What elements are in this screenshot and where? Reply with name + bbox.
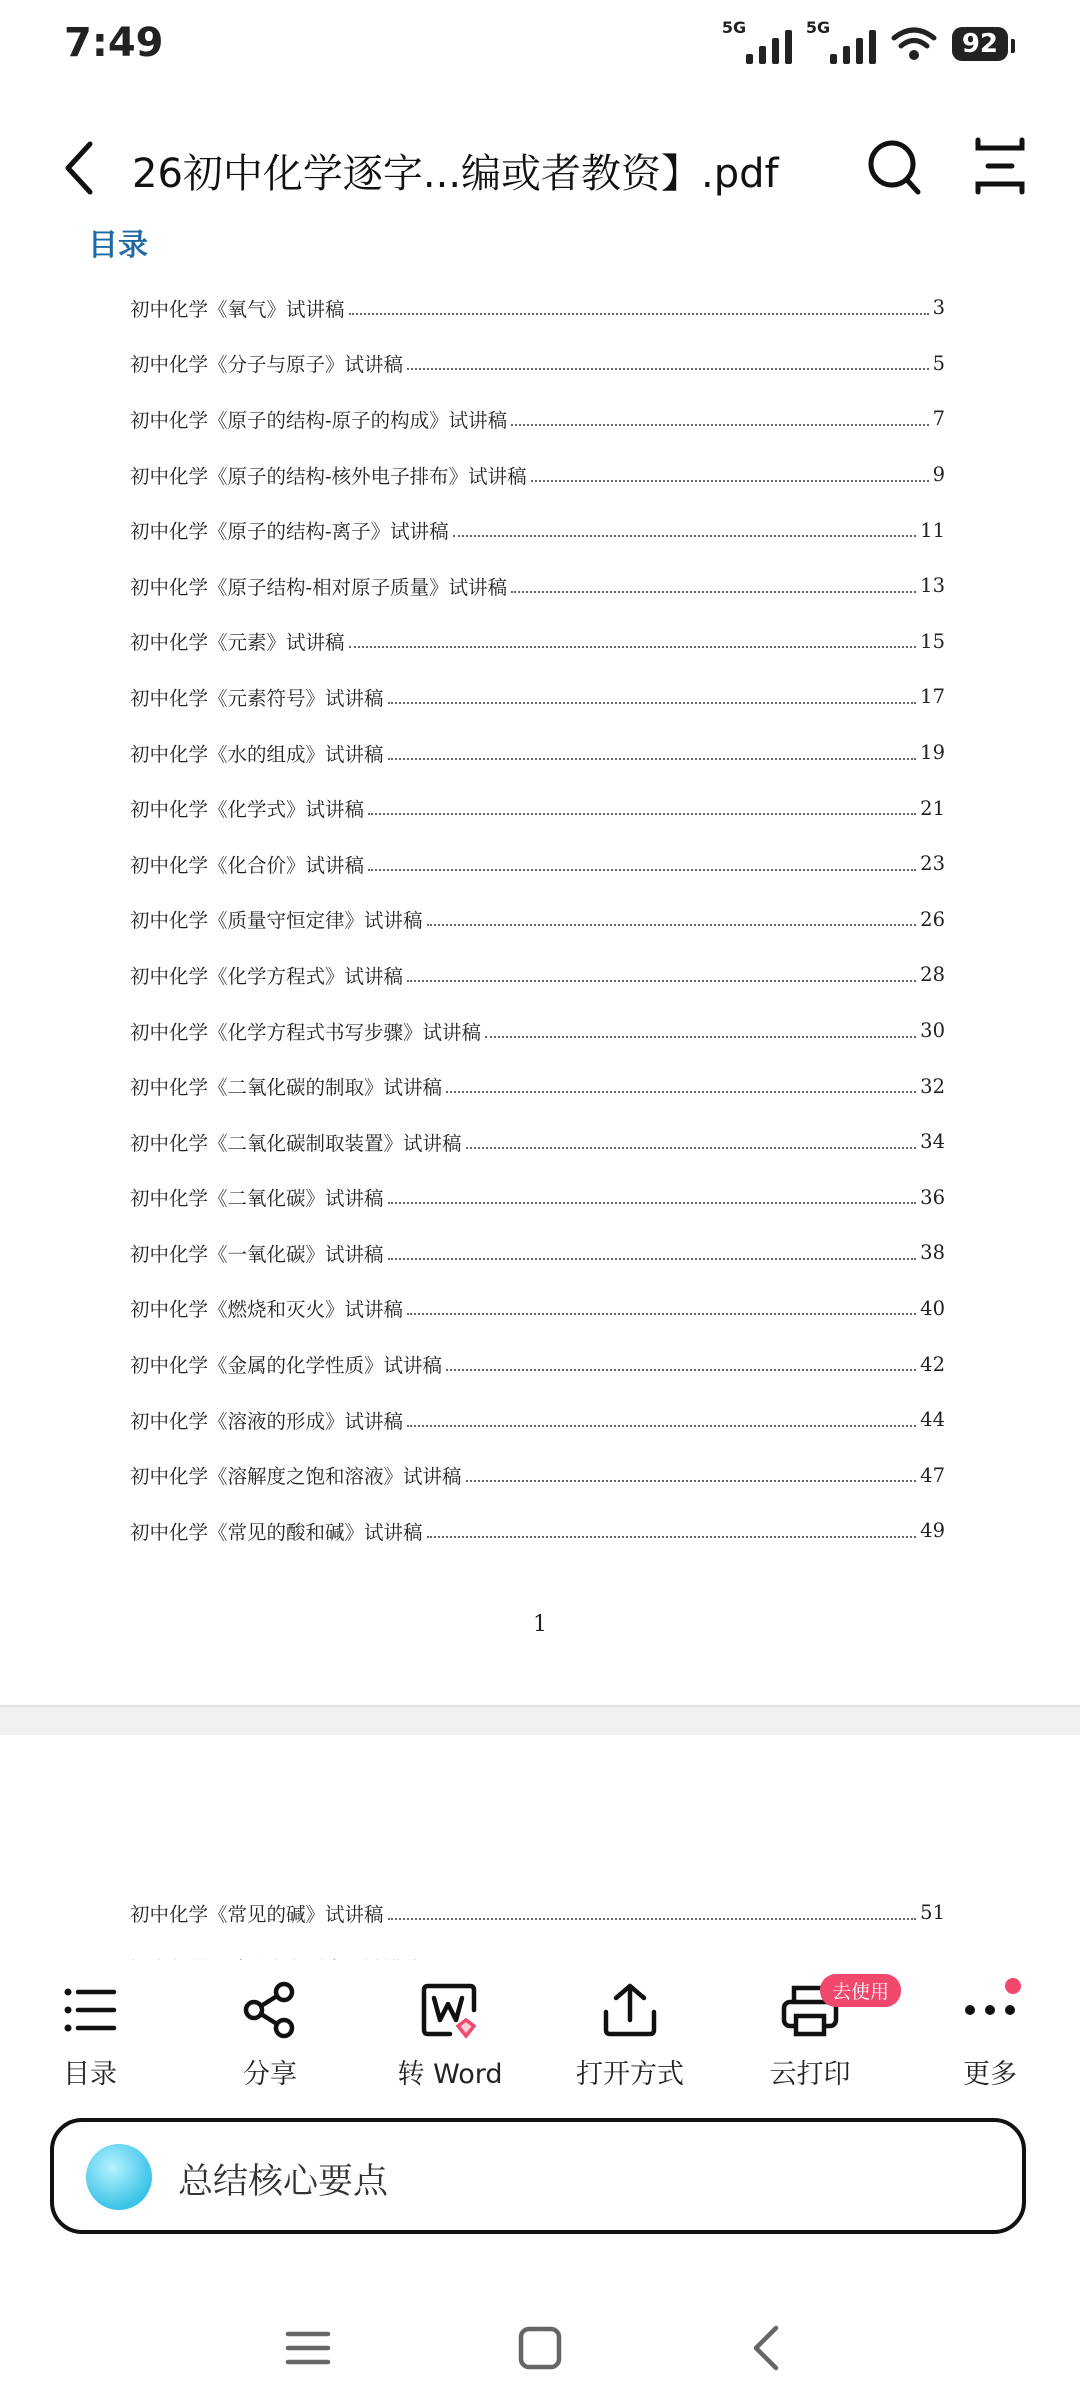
toc-entry[interactable] xyxy=(130,280,945,336)
toc-button[interactable] xyxy=(0,1960,180,2090)
toc-leader-dots xyxy=(407,368,929,370)
toc-leader-dots xyxy=(427,924,917,926)
toc-entry[interactable] xyxy=(130,1003,945,1059)
toc-entry-title: 初中化学《水的组成》试讲稿 xyxy=(130,742,384,766)
home-icon[interactable] xyxy=(512,2320,568,2376)
toc-entry-title: 初中化学《溶液的形成》试讲稿 xyxy=(130,1409,404,1433)
toc-entry-title: 初中化学《原子的结构-核外电子排布》试讲稿 xyxy=(130,464,527,488)
toc-entry-title: 初中化学《二氧化碳的制取》试讲稿 xyxy=(130,1076,443,1100)
list-icon xyxy=(60,1980,120,2040)
toc-leader-dots xyxy=(511,591,916,593)
open-with-label: 打开方式 xyxy=(576,2059,684,2090)
share-icon xyxy=(240,1980,300,2040)
toc-entry-title: 初中化学《原子的结构-原子的构成》试讲稿 xyxy=(130,408,508,432)
ai-assistant-avatar xyxy=(86,2144,152,2210)
toc-entry[interactable] xyxy=(130,1336,945,1392)
back-arrow-icon[interactable] xyxy=(56,138,106,198)
toc-entry-title: 初中化学《一氧化碳》试讲稿 xyxy=(130,1242,384,1266)
toc-entry[interactable] xyxy=(130,1225,945,1281)
toc-leader-dots xyxy=(446,1091,916,1093)
toc-entry[interactable] xyxy=(130,1114,945,1170)
toc-entry-page: 40 xyxy=(920,1296,945,1320)
toc-entry-title: 初中化学《化学方程式》试讲稿 xyxy=(130,964,404,988)
toc-leader-dots xyxy=(388,1202,917,1204)
toc-leader-dots xyxy=(453,535,917,537)
toc-entry-page: 42 xyxy=(920,1352,945,1376)
signal-icon xyxy=(721,18,792,64)
toc-leader-dots xyxy=(466,1147,917,1149)
toc-entry-page: 32 xyxy=(920,1074,945,1098)
toc-entry[interactable] xyxy=(130,1503,945,1559)
ai-summary-input[interactable] xyxy=(50,2118,1026,2234)
toc-entry[interactable] xyxy=(130,780,945,836)
toc-entry-title: 初中化学《二氧化碳制取装置》试讲稿 xyxy=(130,1131,462,1155)
pdf-page-1[interactable] xyxy=(0,210,1080,1705)
pdf-page-2[interactable] xyxy=(0,1735,1080,1965)
toc-entry-page: 13 xyxy=(920,574,945,598)
toc-entry-title: 初中化学《溶解度之饱和溶液》试讲稿 xyxy=(130,1465,462,1489)
toc-entry[interactable] xyxy=(130,1281,945,1337)
toc-leader-dots xyxy=(349,313,929,315)
toc-leader-dots xyxy=(368,813,916,815)
toc-entry[interactable] xyxy=(130,1170,945,1226)
toc-entry-page: 28 xyxy=(920,963,945,987)
status-icons xyxy=(721,18,1008,64)
toc-entry-title: 初中化学《化学式》试讲稿 xyxy=(130,798,365,822)
toc-entry[interactable] xyxy=(130,558,945,614)
search-icon[interactable] xyxy=(864,134,924,198)
toc-heading: 目录 xyxy=(88,228,148,263)
toc-entry-title: 初中化学《常见的酸和碱》试讲稿 xyxy=(130,1520,423,1544)
toc-leader-dots xyxy=(349,646,917,648)
toc-entry[interactable] xyxy=(130,836,945,892)
toc-entry-page: 47 xyxy=(920,1463,945,1487)
notification-dot xyxy=(1005,1978,1021,1994)
upload-icon xyxy=(600,1980,660,2040)
signal-icon-2 xyxy=(805,18,876,64)
toc-entry-page: 23 xyxy=(920,852,945,876)
toc-entry[interactable] xyxy=(130,725,945,781)
convert-word-button[interactable] xyxy=(360,1960,540,2090)
toc-entry-page: 44 xyxy=(920,1408,945,1432)
system-nav-bar xyxy=(0,2300,1080,2401)
toc-entry-title: 初中化学《分子与原子》试讲稿 xyxy=(130,353,404,377)
toc-entry-title: 初中化学《氧气》试讲稿 xyxy=(130,297,345,321)
network-type-2: 5G xyxy=(805,18,831,37)
toc-entry[interactable] xyxy=(130,391,945,447)
toc-entry-title: 初中化学《元素符号》试讲稿 xyxy=(130,686,384,710)
toc-entry-page: 9 xyxy=(932,463,945,487)
network-type-1: 5G xyxy=(721,18,747,37)
toc-entry-page: 26 xyxy=(920,907,945,931)
toc-entry-title: 初中化学《元素》试讲稿 xyxy=(130,631,345,655)
toc-leader-dots xyxy=(388,1258,917,1260)
toc-leader-dots xyxy=(466,1480,917,1482)
toc-button-label: 目录 xyxy=(63,2059,117,2090)
toc-leader-dots xyxy=(388,1918,917,1920)
toc-entry-page: 15 xyxy=(920,629,945,653)
toc-leader-dots xyxy=(388,758,917,760)
status-time: 7:49 xyxy=(64,20,164,66)
toc-entry-title: 初中化学《常见的碱》试讲稿 xyxy=(130,1902,384,1926)
bottom-toolbar xyxy=(0,1960,1080,2090)
toc-entry[interactable] xyxy=(130,1885,945,1941)
share-button[interactable] xyxy=(180,1960,360,2090)
wifi-icon xyxy=(890,26,938,62)
toc-entry-title: 初中化学《燃烧和灭火》试讲稿 xyxy=(130,1298,404,1322)
toc-entry-title: 初中化学《原子的结构-离子》试讲稿 xyxy=(130,520,449,544)
toc-entry-title: 初中化学《化合价》试讲稿 xyxy=(130,853,365,877)
toc-entry[interactable] xyxy=(130,1392,945,1448)
recent-apps-icon[interactable] xyxy=(280,2320,336,2376)
open-with-button[interactable] xyxy=(540,1960,720,2090)
toc-entry[interactable] xyxy=(130,892,945,948)
page-separator xyxy=(0,1705,1080,1737)
toc-entry[interactable] xyxy=(130,447,945,503)
more-button-label: 更多 xyxy=(963,2059,1017,2090)
toc-leader-dots xyxy=(407,1313,916,1315)
more-button[interactable] xyxy=(900,1960,1080,2090)
toc-entry-title: 初中化学《质量守恒定律》试讲稿 xyxy=(130,909,423,933)
document-title: 26初中化学逐字...编或者教资】.pdf xyxy=(132,151,779,197)
toc-entry-page: 36 xyxy=(920,1185,945,1209)
battery-indicator: 92 xyxy=(952,27,1008,61)
toc-entry-title: 初中化学《化学方程式书写步骤》试讲稿 xyxy=(130,1020,482,1044)
toc-leader-dots xyxy=(407,1425,916,1427)
toc-leader-dots xyxy=(485,1036,916,1038)
toc-leader-dots xyxy=(511,424,928,426)
toc-entry[interactable] xyxy=(130,1058,945,1114)
toc-entry-page: 5 xyxy=(932,351,945,375)
reading-mode-icon[interactable] xyxy=(972,134,1028,198)
toc-list xyxy=(130,280,945,1559)
toc-entry-page: 49 xyxy=(920,1519,945,1543)
ai-summary-prompt: 总结核心要点 xyxy=(178,2162,389,2202)
word-convert-icon xyxy=(420,1980,480,2040)
toc-entry-title: 初中化学《二氧化碳》试讲稿 xyxy=(130,1187,384,1211)
toc-entry-page: 30 xyxy=(920,1019,945,1043)
toc-entry[interactable] xyxy=(130,614,945,670)
share-button-label: 分享 xyxy=(243,2059,297,2090)
toc-entry[interactable] xyxy=(130,502,945,558)
toc-entry[interactable] xyxy=(130,1447,945,1503)
toc-entry-page: 21 xyxy=(920,796,945,820)
toc-entry[interactable] xyxy=(130,947,945,1003)
toc-leader-dots xyxy=(388,702,917,704)
toc-entry[interactable] xyxy=(130,669,945,725)
status-bar xyxy=(0,0,1080,100)
nav-back-icon[interactable] xyxy=(740,2320,796,2376)
page-number: 1 xyxy=(533,1612,547,1637)
toc-leader-dots xyxy=(531,480,929,482)
convert-word-label: 转 Word xyxy=(397,2059,503,2090)
cloud-print-label: 云打印 xyxy=(769,2059,851,2090)
toc-entry-page: 3 xyxy=(932,296,945,320)
promo-badge[interactable]: 去使用 xyxy=(820,1974,901,2007)
toc-entry-page: 11 xyxy=(920,518,945,542)
toc-leader-dots xyxy=(446,1369,916,1371)
toc-entry-page: 7 xyxy=(932,407,945,431)
toc-leader-dots xyxy=(407,980,916,982)
title-bar xyxy=(0,120,1080,220)
toc-leader-dots xyxy=(427,1536,917,1538)
toc-entry[interactable] xyxy=(130,336,945,392)
toc-entry-page: 34 xyxy=(920,1130,945,1154)
toc-leader-dots xyxy=(368,869,916,871)
toc-entry-page: 17 xyxy=(920,685,945,709)
toc-entry-page: 38 xyxy=(920,1241,945,1265)
toc-entry-page: 51 xyxy=(920,1901,945,1925)
toc-entry-title: 初中化学《金属的化学性质》试讲稿 xyxy=(130,1354,443,1378)
toc-entry-title: 初中化学《原子结构-相对原子质量》试讲稿 xyxy=(130,575,508,599)
toc-entry-page: 19 xyxy=(920,741,945,765)
